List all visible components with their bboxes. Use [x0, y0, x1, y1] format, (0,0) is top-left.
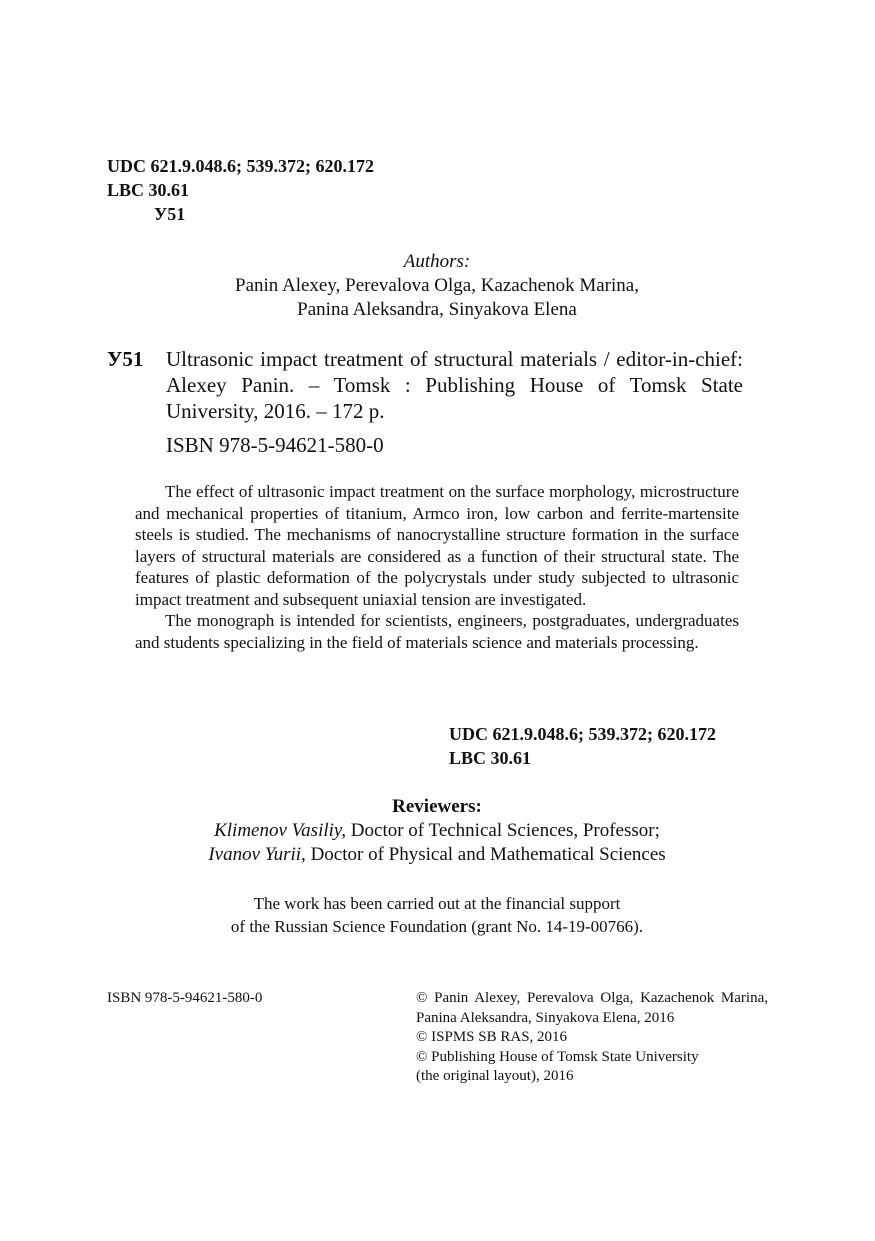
reviewer-1	[107, 819, 767, 843]
reviewer-1-name: Klimenov Vasiliy,	[214, 820, 347, 841]
lbc-code-repeat: LBC 30.61	[449, 748, 532, 768]
authors-line-2: Panina Aleksandra, Sinyakova Elena	[297, 299, 577, 320]
abstract-paragraph-1: The effect of ultrasonic impact treatment on the surface morphology, microstructure and mechanical properties of titanium, Armco iron, low carbon and ferrite-martensite steels is studied. The mechanisms of nanocrystalline structure formation in the surface layers of structural materials are considered as a function of their structural state. The features of plastic deformation of the polycrystals under study subjected to ultrasonic impact treatment and subsequent uniaxial tension are investigated.	[135, 482, 739, 609]
copyright-publisher: © Publishing House of Tomsk State University	[416, 1048, 699, 1065]
reviewers-block	[107, 795, 767, 867]
copyright-block	[416, 989, 768, 1087]
entry-code: У51	[107, 347, 144, 371]
abstract-paragraph-2: The monograph is intended for scientists, engineers, postgraduates, undergraduates and students specializing in the field of materials science and materials processing.	[135, 611, 739, 652]
reviewer-2-description: Doctor of Physical and Mathematical Sciences	[305, 844, 666, 865]
copyright-layout: (the original layout), 2016	[416, 1068, 574, 1084]
reviewers-title: Reviewers:	[392, 796, 482, 817]
abstract	[135, 481, 739, 653]
funding-line-1: The work has been carried out at the financial support	[253, 894, 621, 913]
udc-code: UDC 621.9.048.6; 539.372; 620.172	[107, 156, 374, 176]
udc-code-repeat: UDC 621.9.048.6; 539.372; 620.172	[449, 724, 716, 744]
authors-block	[107, 250, 767, 322]
copyright-authors: © Panin Alexey, Perevalova Olga, Kazachenok Marina, Panina Aleksandra, Sinyakova Elena, 2016	[416, 990, 768, 1026]
classification-codes-repeat	[449, 722, 716, 770]
reviewer-2-name: Ivanov Yurii,	[208, 844, 306, 865]
reviewer-2	[107, 843, 767, 867]
copyright-ispms: © ISPMS SB RAS, 2016	[416, 1029, 568, 1045]
reviewer-1-description: Doctor of Technical Sciences, Professor;	[346, 820, 660, 841]
funding-line-2: of the Russian Science Foundation (grant No. 14-19-00766).	[230, 917, 644, 936]
footer-isbn: ISBN 978-5-94621-580-0	[107, 990, 263, 1006]
authors-label: Authors:	[403, 251, 471, 272]
authors-line-1: Panin Alexey, Perevalova Olga, Kazachenok Marina,	[235, 275, 639, 296]
entry-description: Ultrasonic impact treatment of structural materials / editor-in-chief: Alexey Panin. – Tomsk : Publishing House of Tomsk State University, 2016. – 172 p.	[166, 347, 743, 423]
author-mark: У51	[154, 204, 186, 224]
entry-isbn: ISBN 978-5-94621-580-0	[166, 433, 384, 457]
funding-note	[107, 892, 767, 938]
catalog-entry	[107, 346, 743, 458]
lbc-code: LBC 30.61	[107, 180, 190, 200]
classification-codes	[107, 154, 374, 226]
